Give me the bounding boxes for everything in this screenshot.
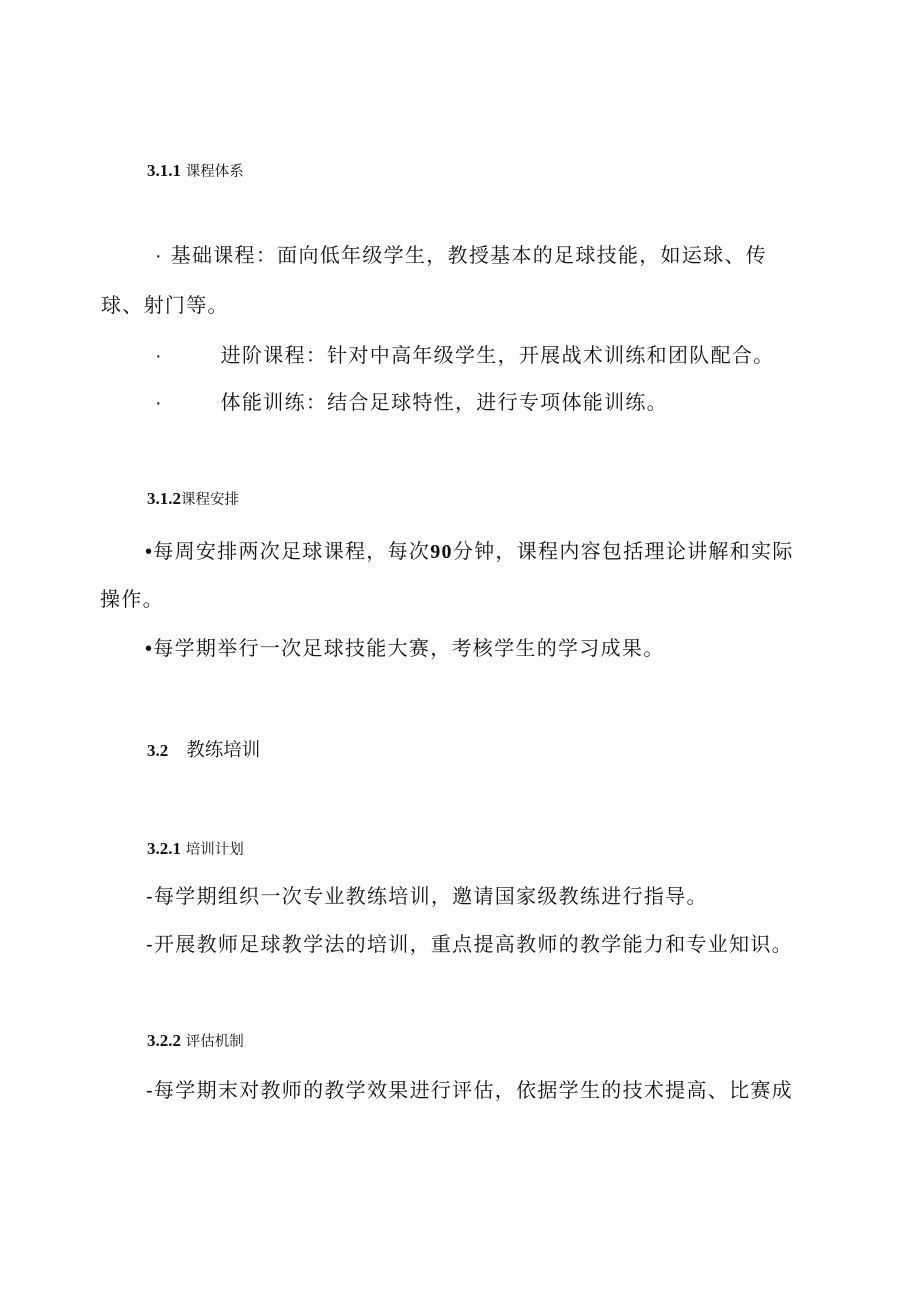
section-heading-3-2-2 [147, 1030, 244, 1051]
bullet-marker: · [155, 345, 163, 367]
section-number: 3.2.2 [147, 1031, 181, 1050]
list-item-text: 球、射门等。 [101, 293, 229, 317]
list-item [145, 535, 794, 564]
list-item-continuation [101, 289, 229, 318]
list-item [146, 1074, 793, 1103]
bullet-marker: - [146, 886, 154, 908]
list-item [155, 386, 668, 415]
list-item-text: 体能训练：结合足球特性，进行专项体能训练。 [220, 390, 668, 414]
list-item-text: 每周安排两次足球课程，每次 [153, 539, 431, 563]
bullet-marker: · [155, 392, 163, 414]
section-title: 教练培训 [186, 740, 261, 761]
section-heading-3-1-2 [147, 488, 239, 509]
list-item [145, 632, 665, 661]
list-item-text: 操作。 [100, 587, 164, 611]
list-item [155, 239, 767, 268]
list-item [155, 339, 774, 368]
list-item [146, 880, 708, 909]
bullet-marker: · [155, 245, 163, 267]
list-item-text: 基础课程：面向低年级学生，教授基本的足球技能，如运球、传 [170, 243, 768, 267]
bullet-marker: - [146, 1080, 154, 1102]
bullet-marker: • [145, 638, 154, 660]
list-item-text: 每学期组织一次专业教练培训，邀请国家级教练进行指导。 [153, 884, 708, 908]
section-number: 3.1.1 [147, 161, 181, 180]
section-number: 3.2.1 [147, 839, 181, 858]
list-item-text: 分钟，课程内容包括理论讲解和实际 [452, 539, 794, 563]
list-item [146, 928, 793, 957]
list-item-text: 开展教师足球教学法的培训，重点提高教师的教学能力和专业知识。 [153, 932, 793, 956]
section-title: 评估机制 [185, 1034, 244, 1050]
list-item-text: 每学期末对教师的教学效果进行评估，依据学生的技术提高、比赛成 [153, 1078, 793, 1102]
bullet-marker: • [145, 541, 154, 563]
section-title: 培训计划 [185, 842, 244, 858]
section-heading-3-1-1 [147, 160, 244, 181]
bullet-marker: - [146, 934, 154, 956]
section-heading-3-2 [147, 736, 260, 762]
section-title: 课程安排 [181, 492, 239, 508]
section-title: 课程体系 [185, 164, 244, 180]
list-item-number: 90 [430, 541, 453, 563]
list-item-text: 进阶课程：针对中高年级学生，开展战术训练和团队配合。 [220, 343, 775, 367]
list-item-text: 每学期举行一次足球技能大赛，考核学生的学习成果。 [153, 636, 665, 660]
section-number: 3.1.2 [147, 489, 181, 508]
list-item-continuation [100, 583, 164, 612]
section-heading-3-2-1 [147, 838, 244, 859]
section-number: 3.2 [147, 741, 169, 760]
